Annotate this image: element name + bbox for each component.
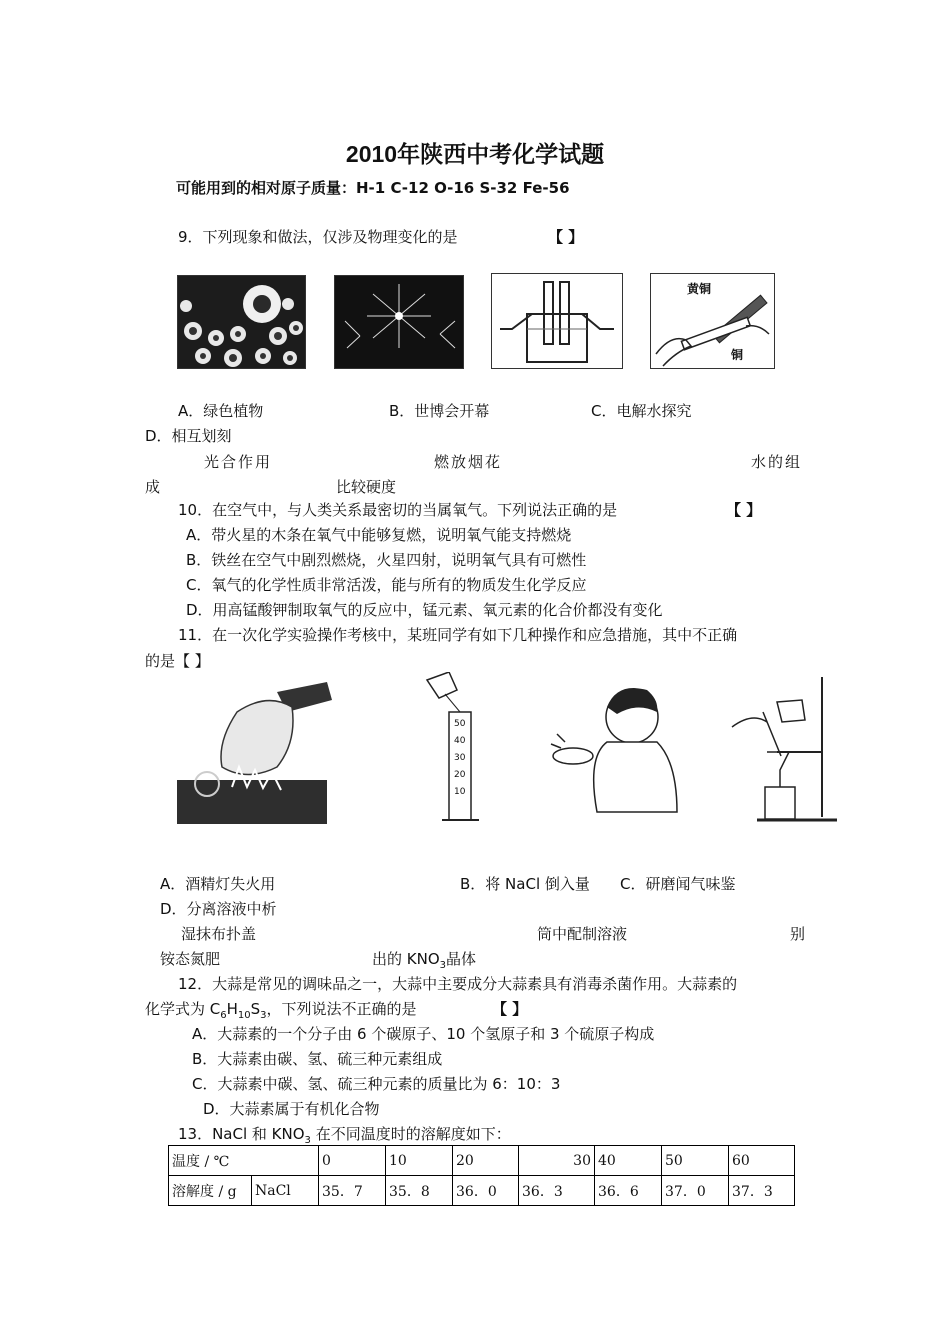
q12-bracket: 【 】: [492, 1000, 528, 1018]
cylinder-tick-20: 20: [454, 770, 466, 780]
fireworks-image: [334, 275, 464, 369]
value-cell: 35．8: [386, 1176, 453, 1206]
q11-option-a: A．酒精灯失火用: [160, 875, 276, 893]
q11-option-b-cont: 筒中配制溶液: [537, 925, 628, 943]
q12-stem-line1: 12．大蒜是常见的调味品之一，大蒜中主要成分大蒜素具有消毒杀菌作用。大蒜素的: [178, 975, 738, 993]
temp-cell: 60: [729, 1146, 795, 1176]
q11-option-b: B．将 NaCl 倒入量: [460, 875, 590, 893]
atomic-mass-line: 可能用到的相对原子质量：H-1 C-12 O-16 S-32 Fe-56: [176, 179, 570, 197]
brass-label: 黄铜: [687, 282, 712, 296]
q9-stem: 9．下列现象和做法，仅涉及物理变化的是: [178, 228, 458, 246]
temp-cell: 0: [319, 1146, 386, 1176]
q9-option-d: D．相互划刻: [145, 427, 232, 445]
q11-option-c: C．研磨闻气味鉴: [620, 875, 736, 893]
q10-option-c: C．氧气的化学性质非常活泼，能与所有的物质发生化学反应: [186, 576, 587, 594]
temp-cell: 10: [386, 1146, 453, 1176]
lab-operations-image: [177, 672, 837, 824]
scratch-test-image: [650, 273, 775, 369]
temp-header-cell: 温度 / ℃: [169, 1146, 319, 1176]
q12-option-d: D．大蒜素属于有机化合物: [203, 1100, 380, 1118]
q9-option-d-cont: 比较硬度: [336, 478, 397, 496]
q10-bracket: 【 】: [726, 501, 762, 519]
temp-cell: 30: [519, 1146, 595, 1176]
cylinder-tick-50: 50: [454, 719, 466, 729]
q9-option-a-cont: 光合作用: [204, 453, 273, 471]
value-cell: 37．0: [662, 1176, 729, 1206]
q10-option-b: B．铁丝在空气中剧烈燃烧，火星四射，说明氧气具有可燃性: [186, 551, 587, 569]
temp-cell: 20: [453, 1146, 519, 1176]
q9-bracket: 【 】: [548, 228, 584, 246]
q10-stem: 10．在空气中，与人类关系最密切的当属氧气。下列说法正确的是: [178, 501, 618, 519]
solubility-table: [168, 1145, 795, 1206]
substance-cell: NaCl: [252, 1176, 319, 1206]
copper-label: 铜: [731, 348, 744, 362]
q11-option-d-cont: 出的 $KNO_3$晶体: [372, 950, 477, 971]
electrolysis-image: [491, 273, 623, 369]
q9-option-a: A．绿色植物: [178, 402, 264, 420]
value-cell: 36．3: [519, 1176, 595, 1206]
temp-cell: 40: [595, 1146, 662, 1176]
q10-option-d: D．用高锰酸钾制取氧气的反应中，锰元素、氧元素的化合价都没有变化: [186, 601, 663, 619]
q11-option-a-cont: 湿抹布扑盖: [181, 925, 257, 943]
q9-option-b-cont: 燃放烟花: [434, 453, 503, 471]
q10-option-a: A．带火星的木条在氧气中能够复燃，说明氧气能支持燃烧: [186, 526, 572, 544]
table-row: [169, 1146, 795, 1176]
page-title: 2010年陕西中考化学试题: [345, 141, 605, 167]
value-cell: 35．7: [319, 1176, 386, 1206]
q11-option-d: D．分离溶液中析: [160, 900, 277, 918]
cylinder-tick-30: 30: [454, 753, 466, 763]
sunflower-image: [177, 275, 306, 369]
q9-option-b: B．世博会开幕: [389, 402, 490, 420]
q11-stem-line2: 的是【 】: [145, 652, 210, 670]
q12-stem-line2: 化学式为 $C_6H_{10}S_3$，下列说法不正确的是: [145, 1000, 417, 1021]
q11-stem-line1: 11．在一次化学实验操作考核中，某班同学有如下几种操作和应急措施，其中不正确: [178, 626, 738, 644]
q11-option-c-cont2: 铵态氮肥: [160, 950, 221, 968]
value-cell: 37．3: [729, 1176, 795, 1206]
q12-option-b: B．大蒜素由碳、氢、硫三种元素组成: [192, 1050, 443, 1068]
temp-cell: 50: [662, 1146, 729, 1176]
q13-stem: 13．NaCl 和 $KNO_3$ 在不同温度时的溶解度如下：: [178, 1125, 511, 1146]
q9-option-c: C．电解水探究: [591, 402, 692, 420]
table-row: [169, 1176, 795, 1206]
cylinder-tick-40: 40: [454, 736, 466, 746]
q11-option-c-cont: 别: [790, 925, 806, 943]
solubility-header-cell: 溶解度 / g: [169, 1176, 252, 1206]
q9-option-c-cont2: 成: [145, 478, 161, 496]
q12-option-a: A．大蒜素的一个分子由 6 个碳原子、10 个氢原子和 3 个硫原子构成: [192, 1025, 655, 1043]
cylinder-scale: [454, 716, 465, 801]
q9-option-c-cont: 水的组: [751, 453, 803, 471]
q12-option-c: C．大蒜素中碳、氢、硫三种元素的质量比为 6：10：3: [192, 1075, 561, 1093]
cylinder-tick-10: 10: [454, 787, 466, 797]
value-cell: 36．0: [453, 1176, 519, 1206]
value-cell: 36．6: [595, 1176, 662, 1206]
